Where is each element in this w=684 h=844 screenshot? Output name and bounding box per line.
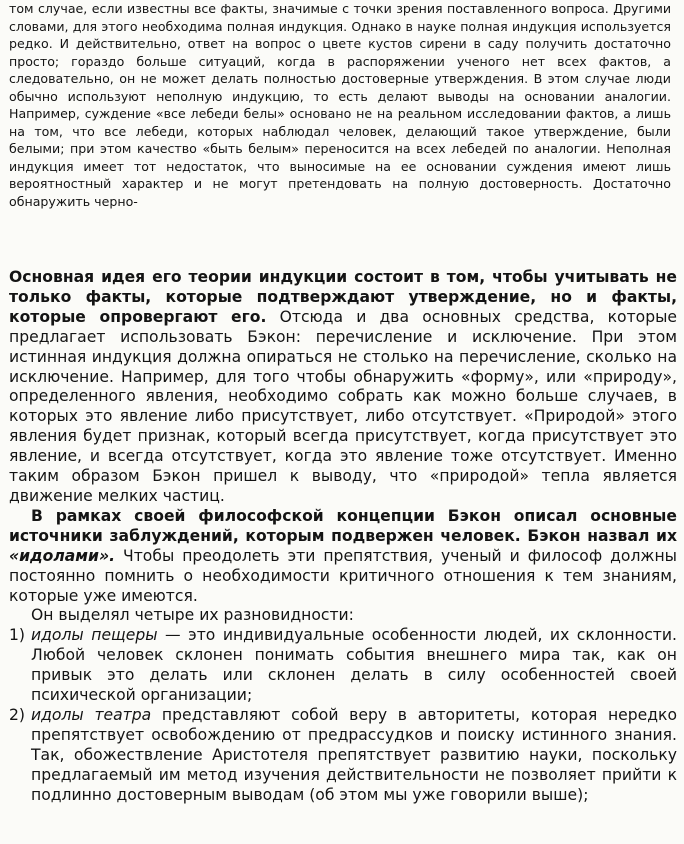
idol-term: идолы театра (31, 705, 152, 724)
list-item-text: идолы театра представляют собой веру в авторитеты, которая нередко препятствует освобождению от предрассудков и поиску истинного знания. Так, обожествление Аристотеля препятствует развитию науки, поскольку предлагаемый им метод изучения действительности не позволяет прийти к подлинно достоверным выводам (об этом мы уже говорили выше); (31, 705, 677, 804)
paragraph-text: Отсюда и два основных средства, которые предлагает использовать Бэкон: перечисление и исключение. При этом истинная индукция должна опираться не столько на перечисление, сколько на исключение. Например, для того чтобы обнаружить «форму», или «природу», определенного явления, необходимо собрать как можно больше случаев, в которых это явление либо присутствует, либо отсутствует. «Природой» этого явления будет признак, который всегда присутствует, когда присутствует это явление, и всегда отсутствует, когда это явление тоже отсутствует. Именно таким образом Бэкон пришел к выводу, что «природой» тепла является движение мелких частиц. (9, 307, 677, 505)
list-number: 2) (9, 705, 26, 724)
paragraph-intro-list: Он выделял четыре их разновидности: (31, 606, 354, 625)
bold-thesis: Основная идея его теории индукции состоит в том, чтобы учитывать не только факты, которые подтверждают утверждение, но и факты, которые опровергают его. (9, 268, 677, 326)
idol-term: идолы пещеры (31, 626, 158, 645)
idols-term: «идолами». (9, 546, 116, 565)
bold-thesis: В рамках своей философской концепции Бэкон описал основные источники заблуждений, которым подвержен человек. Бэкон назвал их (9, 506, 677, 545)
paragraph-idols (9, 507, 677, 607)
paragraph-induction-idea (9, 268, 677, 507)
text-paragraph: том случае, если известны все факты, значимые с точки зрения поставленного вопроса. Другими словами, для этого необходима полная индукция. Однако в науке полная индукция используется редко. И действительно, ответ на вопрос о цвете кустов сирени в саду получить достаточно просто; гораздо больше ситуаций, когда в распоряжении ученого нет всех фактов, а следовательно, он не может делать полностью достоверные утверждения. В этом случае люди обычно используют неполную индукцию, то есть делают выводы на основании аналогии. Например, суждение «все лебеди белы» основано не на реальном исследовании фактов, а лишь на том, что все лебеди, которых наблюдал человек, делающий такое утверждение, были белыми; при этом качество «быть белым» переносится на всех лебедей по аналогии. Неполная индукция имеет тот недостаток, что выносимые на ее основании суждения имеют лишь вероятностный характер и не могут претендовать на полную достоверность. Достаточно обнаружить черно- (9, 1, 671, 209)
list-item (9, 706, 677, 806)
list-number: 1) (9, 626, 26, 645)
list-item-text: идолы пещеры — это индивидуальные особенности людей, их склонности. Любой человек склонен понимать события внешнего мира так, как он привык это делать или склонен делать в силу особенностей своей психической организации; (31, 626, 677, 705)
main-text (9, 268, 677, 805)
previous-section-text (9, 0, 671, 210)
list-item (9, 626, 677, 706)
paragraph-text: Чтобы преодолеть эти препятствия, ученый и философ должны постоянно помнить о необходимости критичного отношения к тем знаниям, которые уже имеются. (9, 546, 677, 605)
